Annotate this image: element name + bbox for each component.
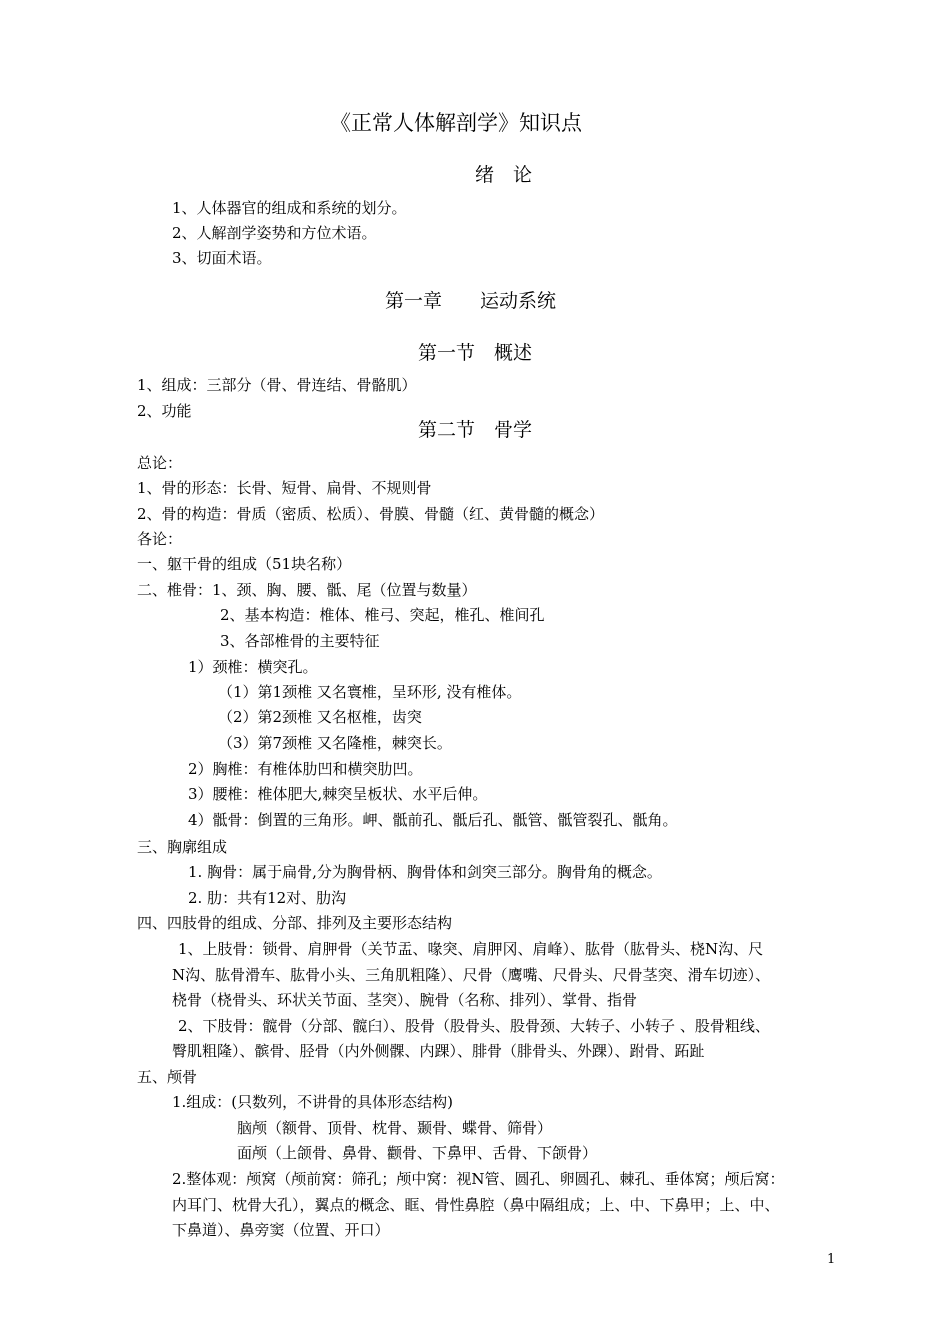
section-heading: 第二节 骨学 — [418, 419, 533, 441]
upper-limb-line: 1、上肢骨：锁骨、肩胛骨（关节盂、喙突、肩胛冈、肩峰）、肱骨（肱骨头、桡N沟、尺 — [178, 940, 764, 958]
general-label: 总论： — [137, 454, 183, 472]
viscerocranium-line: 面颅（上颌骨、鼻骨、颧骨、下鼻甲、舌骨、下颌骨） — [237, 1144, 598, 1162]
general-item: 1、骨的形态：长骨、短骨、扁骨、不规则骨 — [137, 479, 432, 497]
skull-overview-line: 内耳门、枕骨大孔），翼点的概念、眶、骨性鼻腔（鼻中隔组成；上、中、下鼻甲；上、中、 — [172, 1196, 780, 1214]
sacrum-line: 4）骶骨：倒置的三角形。岬、骶前孔、骶后孔、骶管、骶管裂孔、骶角。 — [188, 811, 678, 829]
document-title: 《正常人体解剖学》知识点 — [330, 111, 582, 135]
page-number: 1 — [827, 1252, 836, 1267]
intro-heading: 绪 论 — [475, 164, 533, 186]
intro-item: 1、人体器官的组成和系统的划分。 — [172, 199, 407, 217]
chapter-heading: 第一章 运动系统 — [385, 290, 557, 312]
thorax-item: 2. 肋：共有12对、肋沟 — [188, 889, 347, 907]
thoracic-line: 2）胸椎：有椎体肋凹和横突肋凹。 — [188, 760, 423, 778]
skull-heading: 五、颅骨 — [137, 1068, 198, 1086]
cervical-line: 1）颈椎：横突孔。 — [188, 658, 318, 676]
section-heading: 第一节 概述 — [418, 342, 533, 364]
lower-limb-line: 2、下肢骨：髋骨（分部、髋臼）、股骨（股骨头、股骨颈、大转子、小转子 、股骨粗线、 — [178, 1017, 770, 1035]
vertebrae-line: 2、基本构造：椎体、椎弓、突起，椎孔、椎间孔 — [220, 606, 545, 624]
intro-item: 2、人解剖学姿势和方位术语。 — [172, 224, 377, 242]
section-item: 2、功能 — [137, 402, 192, 420]
intro-item: 3、切面术语。 — [172, 249, 272, 267]
thorax-item: 1. 胸骨：属于扁骨,分为胸骨柄、胸骨体和剑突三部分。胸骨角的概念。 — [188, 863, 662, 881]
upper-limb-line: 桡骨（桡骨头、环状关节面、茎突）、腕骨（名称、排列）、掌骨、指骨 — [172, 991, 638, 1009]
section-item: 1、组成：三部分（骨、骨连结、骨骼肌） — [137, 376, 417, 394]
lower-limb-line: 臀肌粗隆）、髌骨、胫骨（内外侧髁、内踝）、腓骨（腓骨头、外踝）、跗骨、跖趾 — [172, 1042, 705, 1060]
trunk-bones-line: 一、躯干骨的组成（51块名称） — [137, 555, 352, 573]
neurocranium-line: 脑颅（额骨、顶骨、枕骨、颞骨、蝶骨、筛骨） — [237, 1119, 553, 1137]
skull-overview-line: 下鼻道）、鼻旁窦（位置、开口） — [172, 1221, 390, 1239]
vertebrae-line: 3、各部椎骨的主要特征 — [220, 632, 380, 650]
specific-label: 各论： — [137, 530, 183, 548]
vertebrae-line: 二、椎骨：1、颈、胸、腰、骶、尾（位置与数量） — [137, 581, 477, 599]
general-item: 2、骨的构造：骨质（密质、松质）、骨膜、骨髓（红、黄骨髓的概念） — [137, 505, 605, 523]
lumbar-line: 3）腰椎：椎体肥大,棘突呈板状、水平后伸。 — [188, 785, 488, 803]
thorax-heading: 三、胸廓组成 — [137, 838, 228, 856]
skull-overview-line: 2.整体观：颅窝（颅前窝：筛孔；颅中窝：视N管、圆孔、卵圆孔、棘孔、垂体窝；颅后窝： — [172, 1170, 785, 1188]
cervical-sub-line: （1）第1颈椎 又名寰椎，呈环形, 没有椎体。 — [218, 683, 522, 701]
cervical-sub-line: （3）第7颈椎 又名隆椎，棘突长。 — [218, 734, 452, 752]
cervical-sub-line: （2）第2颈椎 又名枢椎，齿突 — [218, 708, 422, 726]
limbs-heading: 四、四肢骨的组成、分部、排列及主要形态结构 — [137, 914, 453, 932]
upper-limb-line: N沟、肱骨滑车、肱骨小头、三角肌粗隆）、尺骨（鹰嘴、尺骨头、尺骨茎突、滑车切迹）、 — [172, 966, 771, 984]
skull-composition: 1.组成：(只数列，不讲骨的具体形态结构) — [172, 1093, 454, 1111]
